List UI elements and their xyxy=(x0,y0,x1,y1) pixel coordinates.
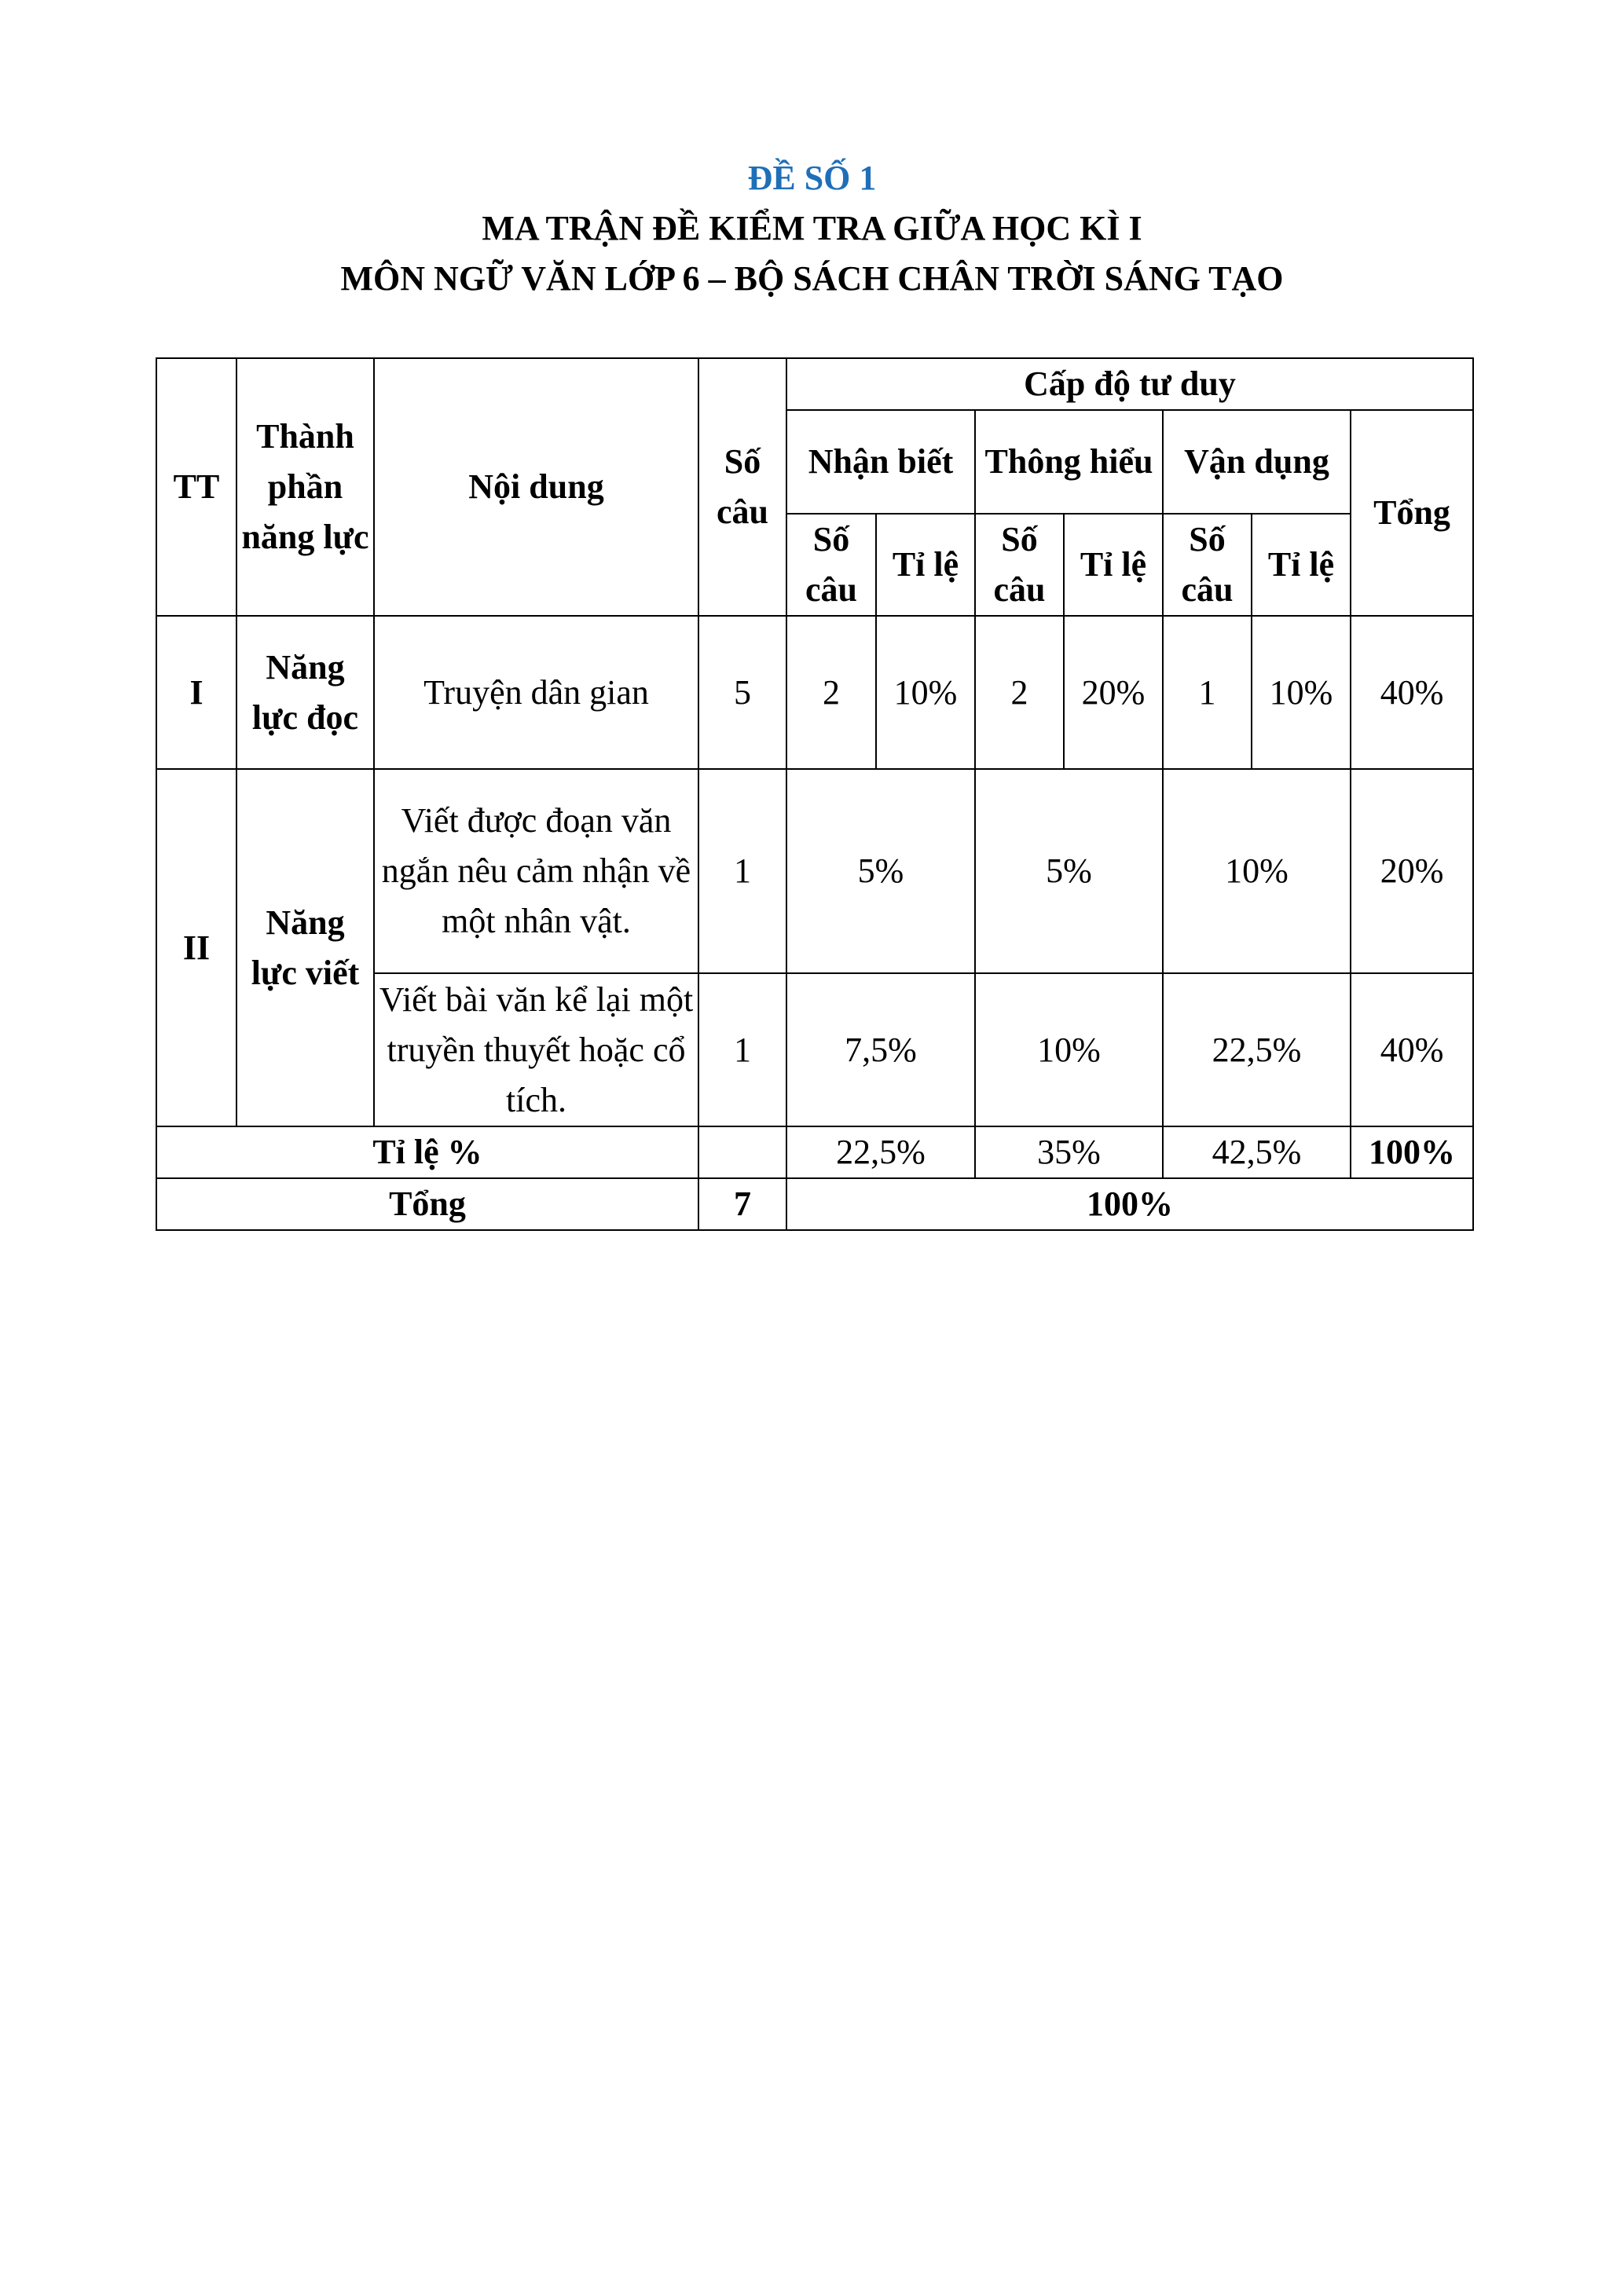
row-so-cau: 1 xyxy=(698,769,786,973)
header-noi-dung: Nội dung xyxy=(374,358,698,616)
thong-hieu-ti-le: 20% xyxy=(1064,616,1163,769)
van-dung-so-cau: 1 xyxy=(1163,616,1252,769)
ti-le-row xyxy=(156,1126,1473,1178)
header-tt: TT xyxy=(156,358,236,616)
table-row xyxy=(156,616,1473,769)
row-noi-dung: Viết bài văn kể lại một truyền thuyết hoặc cổ tích. xyxy=(374,973,698,1126)
row-tong: 40% xyxy=(1351,616,1473,769)
thong-hieu-ti-le: 10% xyxy=(975,973,1163,1126)
row-so-cau: 5 xyxy=(698,616,786,769)
document-header xyxy=(0,153,1624,304)
sub-header-so-cau: Số câu xyxy=(1163,514,1252,616)
sub-header-ti-le: Tỉ lệ xyxy=(876,514,975,616)
ti-le-so-cau-empty xyxy=(698,1126,786,1178)
nhan-biet-ti-le: 5% xyxy=(786,769,975,973)
row-noi-dung: Truyện dân gian xyxy=(374,616,698,769)
ti-le-van-dung: 42,5% xyxy=(1163,1126,1351,1178)
row-thanh-phan: Năng lực đọc xyxy=(236,616,374,769)
header-cap-do: Cấp độ tư duy xyxy=(786,358,1473,410)
thong-hieu-so-cau: 2 xyxy=(975,616,1064,769)
tong-row xyxy=(156,1178,1473,1230)
van-dung-ti-le: 22,5% xyxy=(1163,973,1351,1126)
table-row xyxy=(156,769,1473,973)
nhan-biet-ti-le: 10% xyxy=(876,616,975,769)
row-thanh-phan: Năng lực viết xyxy=(236,769,374,1126)
matrix-title: MA TRẬN ĐỀ KIỂM TRA GIỮA HỌC KÌ I xyxy=(482,209,1142,247)
sub-header-so-cau: Số câu xyxy=(786,514,876,616)
sub-header-so-cau: Số câu xyxy=(975,514,1064,616)
nhan-biet-so-cau: 2 xyxy=(786,616,876,769)
header-so-cau: Số câu xyxy=(698,358,786,616)
header-van-dung: Vận dụng xyxy=(1163,410,1351,514)
row-so-cau: 1 xyxy=(698,973,786,1126)
row-tong: 40% xyxy=(1351,973,1473,1126)
van-dung-ti-le: 10% xyxy=(1252,616,1351,769)
tong-label: Tổng xyxy=(156,1178,698,1230)
subject-title: MÔN NGỮ VĂN LỚP 6 – BỘ SÁCH CHÂN TRỜI SÁNG TẠO xyxy=(340,259,1284,298)
ti-le-nhan-biet: 22,5% xyxy=(786,1126,975,1178)
ti-le-thong-hieu: 35% xyxy=(975,1126,1163,1178)
tong-so-cau: 7 xyxy=(698,1178,786,1230)
row-tt: II xyxy=(156,769,236,1126)
header-thanh-phan: Thành phần năng lực xyxy=(236,358,374,616)
tong-total: 100% xyxy=(786,1178,1473,1230)
nhan-biet-ti-le: 7,5% xyxy=(786,973,975,1126)
header-tong: Tổng xyxy=(1351,410,1473,616)
ti-le-label: Tỉ lệ % xyxy=(156,1126,698,1178)
header-thong-hieu: Thông hiểu xyxy=(975,410,1163,514)
sub-header-ti-le: Tỉ lệ xyxy=(1252,514,1351,616)
ti-le-tong: 100% xyxy=(1351,1126,1473,1178)
exam-matrix-table xyxy=(156,357,1474,1231)
header-nhan-biet: Nhận biết xyxy=(786,410,975,514)
thong-hieu-ti-le: 5% xyxy=(975,769,1163,973)
row-noi-dung: Viết được đoạn văn ngắn nêu cảm nhận về một nhân vật. xyxy=(374,769,698,973)
row-tong: 20% xyxy=(1351,769,1473,973)
exam-number-title: ĐỀ SỐ 1 xyxy=(747,159,877,197)
van-dung-ti-le: 10% xyxy=(1163,769,1351,973)
row-tt: I xyxy=(156,616,236,769)
header-row-1 xyxy=(156,358,1473,410)
sub-header-ti-le: Tỉ lệ xyxy=(1064,514,1163,616)
